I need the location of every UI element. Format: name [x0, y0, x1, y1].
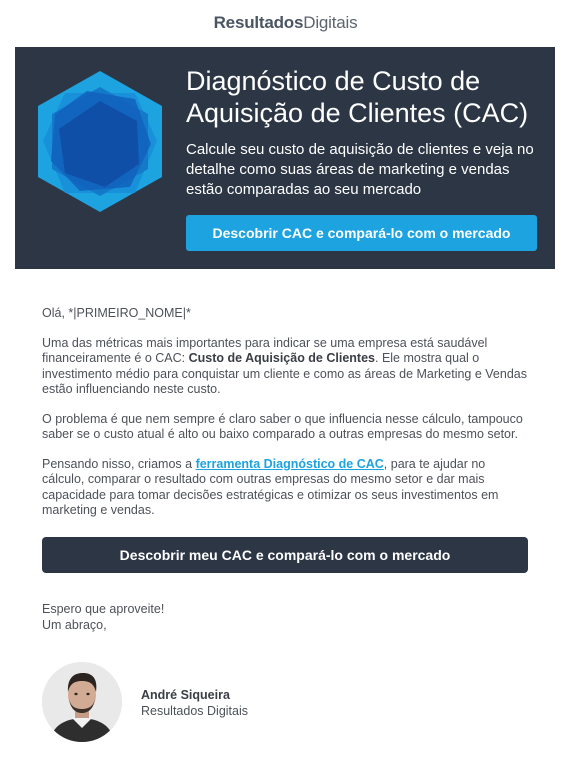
paragraph-solution-rest: , para te ajudar no cálculo, comparar o resultado com outras empresas do mesmo setor e dar mais capacidade para tomar decisões estratégicas e otimizar os seus investimentos em marketing e vendas.: [42, 456, 499, 517]
hero-title: Diagnóstico de Custo de Aquisição de Clientes (CAC): [186, 66, 529, 128]
diagnostico-tool-link[interactable]: ferramenta Diagnóstico de CAC: [195, 456, 384, 471]
closing: [42, 601, 342, 633]
paragraph-intro-rest: . Ele mostra qual o investimento médio para conquistar um cliente e como as áreas de Marketing e Vendas estão influenciando neste custo.: [42, 351, 527, 396]
greeting: Olá, *|PRIMEIRO_NOME|*: [42, 306, 191, 320]
hexagon-icon: [35, 69, 165, 214]
paragraph-intro-text: Uma das métricas mais importantes para indicar se uma empresa está saudável financeiramente é o CAC:: [42, 335, 488, 365]
paragraph-problem: O problema é que nem sempre é claro saber o que influencia nesse cálculo, tampouco saber se o custo atual é alto ou baixo comparado a outras empresas do mesmo setor.: [42, 411, 523, 441]
paragraph-solution: [42, 457, 530, 519]
signature-company: Resultados Digitais: [141, 704, 248, 718]
email-body: [42, 306, 530, 533]
paragraph-intro: [42, 336, 530, 398]
hero-cta-button[interactable]: Descobrir CAC e compará-lo com o mercado: [186, 215, 537, 251]
brand-logo: [0, 13, 571, 33]
hero-banner: [15, 47, 555, 269]
signature-name: André Siqueira: [141, 688, 230, 702]
logo-light-text: Digitais: [303, 13, 358, 32]
avatar: [42, 662, 122, 742]
main-cta-button[interactable]: Descobrir meu CAC e compará-lo com o mercado: [42, 537, 528, 573]
hero-subtitle: Calcule seu custo de aquisição de clientes e veja no detalhe como suas áreas de marketing e vendas estão comparadas ao seu mercado: [186, 141, 534, 198]
paragraph-solution-text: Pensando nisso, criamos a: [42, 456, 196, 471]
avatar-portrait-icon: [42, 662, 122, 742]
logo-bold-text: Resultados: [213, 13, 304, 32]
closing-line-2: Um abraço,: [42, 618, 107, 632]
closing-line-1: Espero que aproveite!: [42, 602, 165, 616]
cac-term: Custo de Aquisição de Clientes: [188, 351, 375, 365]
